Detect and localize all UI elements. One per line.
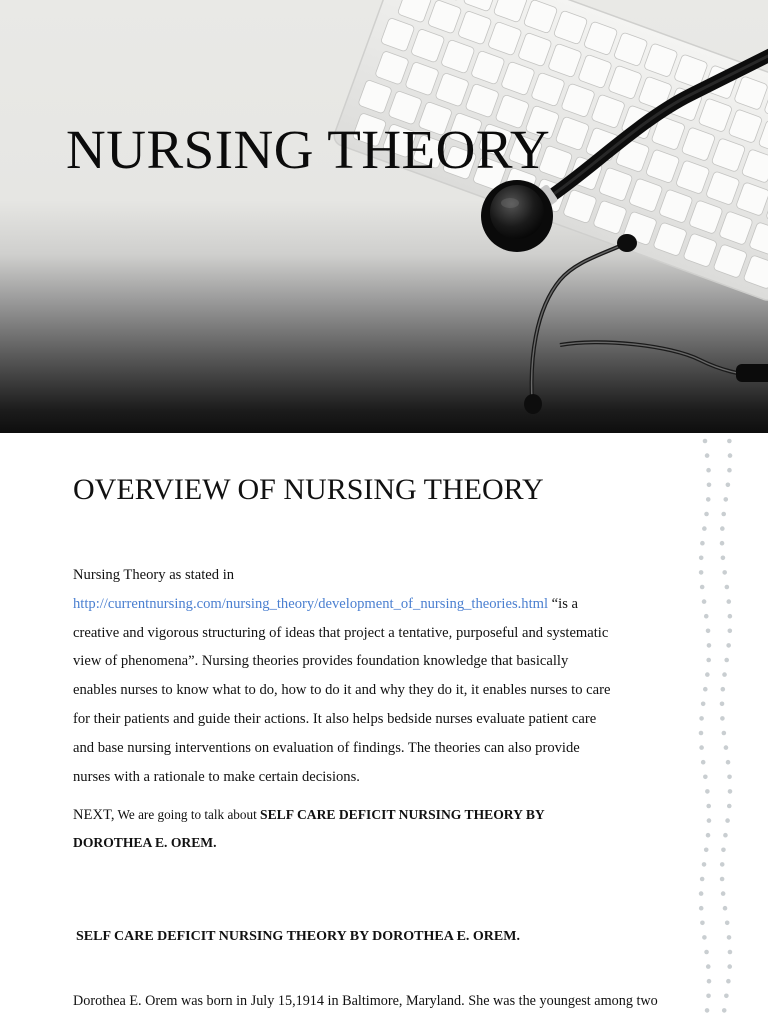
paragraph-line: nurses with a rationale to make certain decisions. bbox=[73, 768, 360, 785]
decorative-dot bbox=[725, 921, 730, 926]
decorative-dot bbox=[726, 599, 731, 604]
decorative-dot bbox=[723, 833, 728, 838]
decorative-dot bbox=[699, 745, 704, 750]
decorative-dot bbox=[727, 804, 732, 809]
decorative-dot bbox=[726, 643, 731, 648]
decorative-dot bbox=[699, 556, 704, 561]
next-lead: NEXT, bbox=[73, 807, 115, 823]
decorative-dot bbox=[700, 877, 705, 882]
decorative-dot bbox=[721, 556, 726, 561]
cover-image bbox=[0, 0, 768, 433]
decorative-dot bbox=[727, 775, 732, 780]
decorative-dot bbox=[724, 994, 729, 999]
decorative-dot bbox=[705, 1008, 710, 1013]
next-topic-paragraph bbox=[73, 801, 671, 857]
decorative-dot bbox=[722, 731, 727, 736]
decorative-dot bbox=[700, 921, 705, 926]
next-bold-topic: SELF CARE DEFICIT NURSING THEORY BY bbox=[260, 807, 545, 822]
decorative-dot bbox=[707, 979, 712, 984]
decorative-dot bbox=[706, 658, 711, 663]
decorative-dot bbox=[699, 891, 704, 896]
decorative-dot bbox=[706, 994, 711, 999]
decorative-dot bbox=[721, 891, 726, 896]
decorative-dot bbox=[721, 512, 726, 517]
decorative-dot bbox=[704, 512, 709, 517]
paragraph-line: Nursing Theory as stated in bbox=[73, 567, 235, 583]
decorative-dot bbox=[720, 877, 725, 882]
paragraph-line bbox=[73, 801, 671, 829]
decorative-dot bbox=[702, 935, 707, 940]
decorative-dot bbox=[703, 687, 708, 692]
decorative-dot bbox=[720, 702, 725, 707]
theory-subheading: SELF CARE DEFICIT NURSING THEORY BY DOROTHEA E. OREM. bbox=[76, 929, 520, 944]
decorative-dot bbox=[699, 716, 704, 721]
paragraph-line: and base nursing interventions on evaluation of findings. The theories can also provide bbox=[73, 739, 580, 756]
decorative-dot bbox=[725, 585, 730, 590]
cover-title: NURSING THEORY bbox=[66, 119, 551, 180]
decorative-dot bbox=[702, 862, 707, 867]
decorative-dot bbox=[707, 483, 712, 488]
decorative-dot bbox=[728, 789, 733, 794]
decorative-dot bbox=[722, 1008, 727, 1013]
decorative-dot bbox=[701, 702, 706, 707]
decorative-dot bbox=[706, 833, 711, 838]
decorative-dot bbox=[704, 950, 709, 955]
decorative-dot bbox=[720, 541, 725, 546]
paragraph-line bbox=[73, 829, 671, 857]
decorative-dots bbox=[690, 433, 740, 1024]
decorative-dot bbox=[702, 599, 707, 604]
biography-line: Dorothea E. Orem was born in July 15,1914 in Baltimore, Maryland. She was the youngest among two bbox=[73, 993, 658, 1009]
decorative-dot bbox=[705, 789, 710, 794]
decorative-dot bbox=[699, 570, 704, 575]
decorative-dot bbox=[726, 483, 731, 488]
decorative-dot bbox=[699, 731, 704, 736]
decorative-dot bbox=[720, 862, 725, 867]
decorative-dot bbox=[727, 964, 732, 969]
decorative-dot bbox=[726, 760, 731, 765]
paragraph-line: view of phenomena”. Nursing theories provides foundation knowledge that basically bbox=[73, 653, 569, 670]
decorative-dot bbox=[704, 848, 709, 853]
decorative-dot bbox=[701, 760, 706, 765]
paragraph-line: enables nurses to know what to do, how to do it and why they do it, it enables nurses to care bbox=[73, 682, 611, 699]
decorative-dot bbox=[722, 570, 727, 575]
decorative-dot bbox=[724, 658, 729, 663]
decorative-dot bbox=[728, 614, 733, 619]
decorative-dot bbox=[722, 672, 727, 677]
decorative-dot bbox=[706, 804, 711, 809]
decorative-dot bbox=[707, 818, 712, 823]
decorative-dot bbox=[727, 468, 732, 473]
source-link[interactable]: http://currentnursing.com/nursing_theory/development_of_nursing_theories.html bbox=[73, 595, 549, 612]
decorative-dot bbox=[699, 906, 704, 911]
next-bold-author: DOROTHEA E. OREM. bbox=[73, 835, 217, 850]
decorative-dot bbox=[703, 775, 708, 780]
decorative-dot bbox=[727, 935, 732, 940]
decorative-dot bbox=[725, 818, 730, 823]
decorative-dot bbox=[723, 497, 728, 502]
paragraph-line bbox=[73, 590, 671, 619]
next-text: We are going to talk about bbox=[114, 807, 261, 822]
decorative-dot bbox=[728, 629, 733, 634]
decorative-dot bbox=[705, 453, 710, 458]
decorative-dot bbox=[726, 979, 731, 984]
keyboard-stethoscope-illustration bbox=[0, 0, 768, 433]
decorative-dot bbox=[702, 526, 707, 531]
decorative-dot bbox=[720, 716, 725, 721]
decorative-dot bbox=[727, 439, 732, 444]
paragraph-line: creative and vigorous structuring of ideas that project a tentative, purposeful and systematic bbox=[73, 624, 609, 641]
decorative-dot bbox=[724, 745, 729, 750]
overview-paragraph bbox=[73, 561, 671, 791]
decorative-dot bbox=[706, 964, 711, 969]
decorative-dot bbox=[720, 526, 725, 531]
paragraph-line: for their patients and guide their actions. It also helps bedside nurses evaluate patient care bbox=[73, 710, 597, 727]
decorative-dot bbox=[707, 643, 712, 648]
decorative-dot bbox=[728, 453, 733, 458]
decorative-dot bbox=[706, 629, 711, 634]
decorative-dot bbox=[705, 672, 710, 677]
paragraph-text: “is a bbox=[548, 595, 579, 612]
decorative-dot bbox=[700, 541, 705, 546]
decorative-dot bbox=[703, 439, 708, 444]
decorative-dot bbox=[706, 468, 711, 473]
decorative-dot bbox=[704, 614, 709, 619]
decorative-dot bbox=[723, 906, 728, 911]
decorative-dot bbox=[721, 848, 726, 853]
decorative-dot bbox=[706, 497, 711, 502]
decorative-dot bbox=[700, 585, 705, 590]
decorative-dot bbox=[721, 687, 726, 692]
decorative-dot bbox=[728, 950, 733, 955]
section-heading: OVERVIEW OF NURSING THEORY bbox=[73, 473, 544, 506]
